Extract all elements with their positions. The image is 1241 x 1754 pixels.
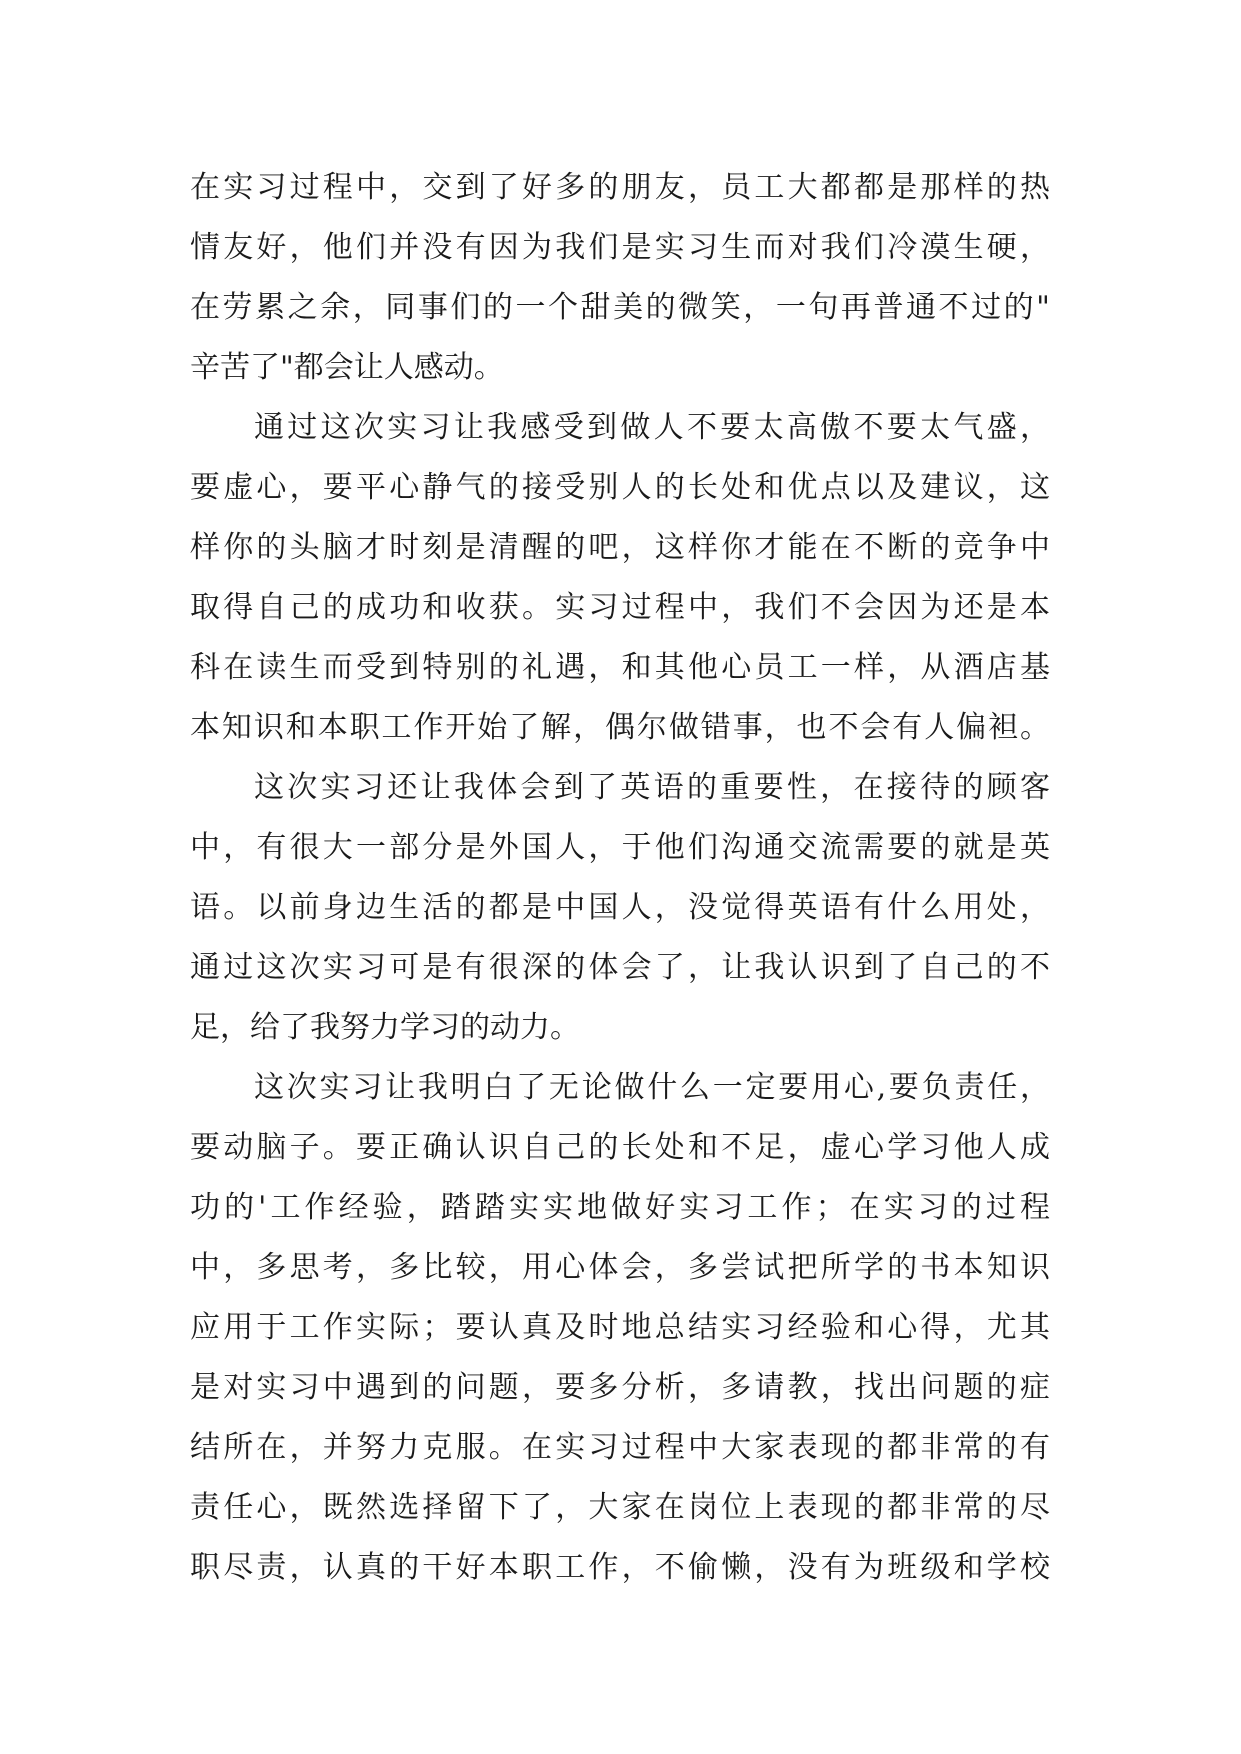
paragraph-2-line-2: 要虚心，要平心静气的接受别人的长处和优点以及建议，这 — [190, 470, 1050, 505]
paragraph-4-line-4: 中，多思考，多比较，用心体会，多尝试把所学的书本知识 — [190, 1250, 1050, 1285]
paragraph-4-line-8: 责任心，既然选择留下了，大家在岗位上表现的都非常的尽 — [190, 1490, 1050, 1525]
paragraph-4-line-6: 是对实习中遇到的问题，要多分析，多请教，找出问题的症 — [190, 1370, 1050, 1405]
paragraph-4-line-9: 职尽责，认真的干好本职工作，不偷懒，没有为班级和学校 — [190, 1550, 1050, 1585]
paragraph-4-line-3: 功的'工作经验，踏踏实实地做好实习工作；在实习的过程 — [190, 1190, 1050, 1225]
paragraph-4-line-1: 这次实习让我明白了无论做什么一定要用心,要负责任， — [254, 1070, 1050, 1105]
paragraph-3-line-2: 中，有很大一部分是外国人，于他们沟通交流需要的就是英 — [190, 830, 1050, 865]
paragraph-2-line-1: 通过这次实习让我感受到做人不要太高傲不要太气盛， — [254, 410, 1050, 445]
paragraph-3-line-1: 这次实习还让我体会到了英语的重要性，在接待的顾客 — [254, 770, 1050, 805]
paragraph-2-line-3: 样你的头脑才时刻是清醒的吧，这样你才能在不断的竞争中 — [190, 530, 1050, 565]
paragraph-2-line-6: 本知识和本职工作开始了解，偶尔做错事，也不会有人偏袒。 — [190, 710, 1050, 745]
paragraph-3-line-3: 语。以前身边生活的都是中国人，没觉得英语有什么用处， — [190, 890, 1050, 925]
paragraph-3-line-5: 足，给了我努力学习的动力。 — [190, 1010, 580, 1045]
paragraph-3-line-4: 通过这次实习可是有很深的体会了，让我认识到了自己的不 — [190, 950, 1050, 985]
paragraph-2-line-4: 取得自己的成功和收获。实习过程中，我们不会因为还是本 — [190, 590, 1050, 625]
paragraph-4-line-2: 要动脑子。要正确认识自己的长处和不足，虚心学习他人成 — [190, 1130, 1050, 1165]
paragraph-1-line-1: 在实习过程中，交到了好多的朋友，员工大都都是那样的热 — [190, 170, 1050, 205]
paragraph-1-line-2: 情友好，他们并没有因为我们是实习生而对我们冷漠生硬， — [190, 230, 1050, 265]
paragraph-1-line-3: 在劳累之余，同事们的一个甜美的微笑，一句再普通不过的" — [190, 290, 1050, 325]
paragraph-4-line-5: 应用于工作实际；要认真及时地总结实习经验和心得，尤其 — [190, 1310, 1050, 1345]
paragraph-1-line-4: 辛苦了"都会让人感动。 — [190, 350, 504, 385]
body-text — [190, 158, 1050, 1598]
paragraph-2-line-5: 科在读生而受到特别的礼遇，和其他心员工一样，从酒店基 — [190, 650, 1050, 685]
paragraph-4-line-7: 结所在，并努力克服。在实习过程中大家表现的都非常的有 — [190, 1430, 1050, 1465]
